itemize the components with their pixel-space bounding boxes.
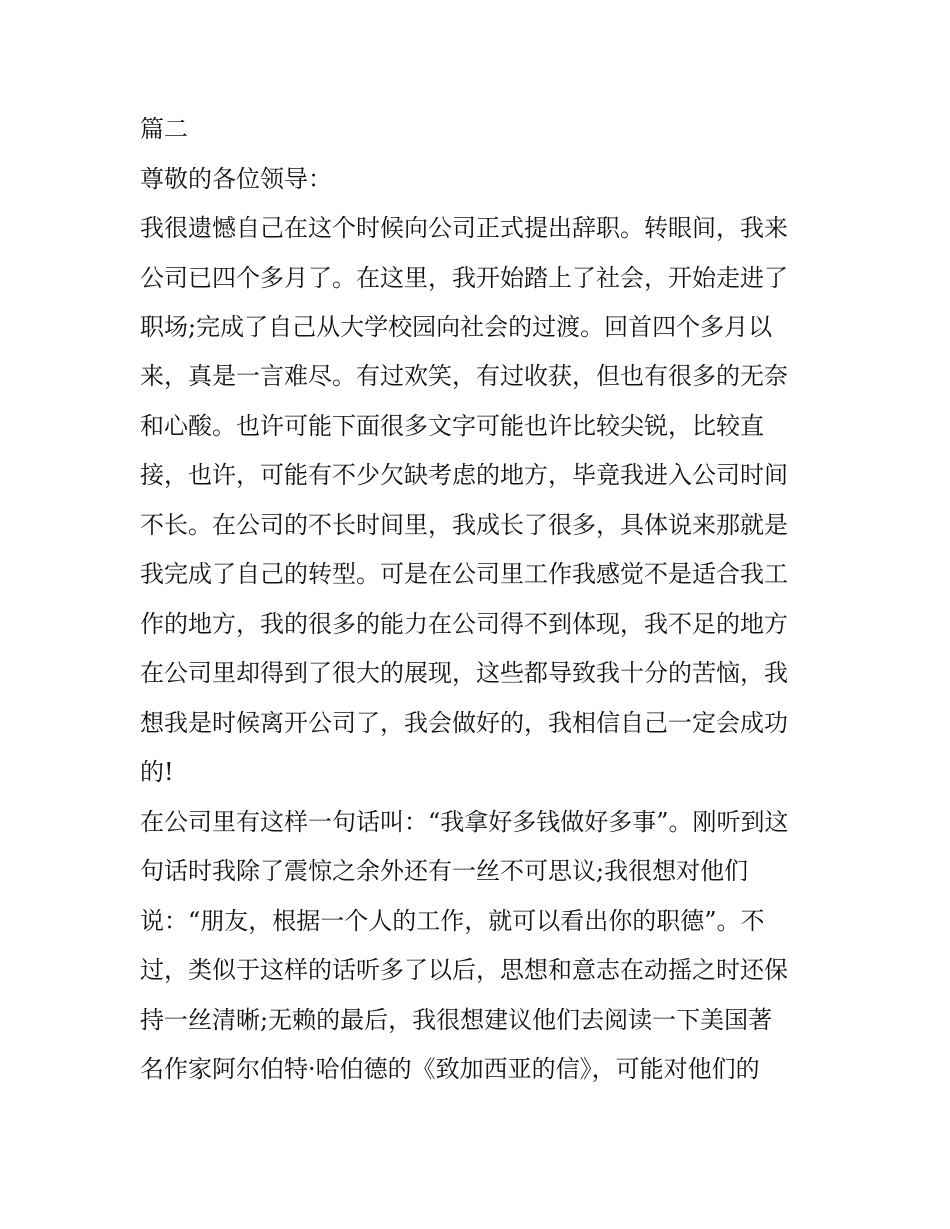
- body-line: 句话时我除了震惊之余外还有一丝不可思议;我很想对他们: [140, 857, 749, 885]
- body-line: 想我是时候离开公司了，我会做好的，我相信自己一定会成功: [140, 709, 788, 737]
- salutation: 尊敬的各位领导：: [140, 165, 332, 193]
- body-line: 的!: [140, 758, 174, 786]
- body-line: 来，真是一言难尽。有过欢笑，有过收获，但也有很多的无奈: [140, 362, 788, 390]
- body-line: 不长。在公司的不长时间里，我成长了很多，具体说来那就是: [140, 511, 788, 539]
- body-line: 公司已四个多月了。在这里，我开始踏上了社会，开始走进了: [140, 264, 788, 292]
- body-line: 在公司里却得到了很大的展现，这些都导致我十分的苦恼，我: [140, 659, 788, 687]
- body-line: 和心酸。也许可能下面很多文字可能也许比较尖锐，比较直: [140, 412, 764, 440]
- body-line: 名作家阿尔伯特·哈伯德的《致加西亚的信》，可能对他们的: [140, 1055, 760, 1083]
- body-line: 持一丝清晰;无赖的最后，我很想建议他们去阅读一下美国著: [140, 1006, 773, 1034]
- body-line: 过，类似于这样的话听多了以后，思想和意志在动摇之时还保: [140, 956, 788, 984]
- section-heading: 篇二: [140, 115, 188, 143]
- body-line: 在公司里有这样一句话叫：“我拿好多钱做好多事”。刚听到这: [140, 808, 789, 836]
- body-line: 职场;完成了自己从大学校园向社会的过渡。回首四个多月以: [140, 313, 773, 341]
- body-line: 作的地方，我的很多的能力在公司得不到体现，我不足的地方: [140, 610, 788, 638]
- body-line: 我完成了自己的转型。可是在公司里工作我感觉不是适合我工: [140, 560, 788, 588]
- body-line: 说：“朋友，根据一个人的工作，就可以看出你的职德”。不: [140, 907, 765, 935]
- body-line: 我很遗憾自己在这个时候向公司正式提出辞职。转眼间，我来: [140, 214, 788, 242]
- body-line: 接，也许，可能有不少欠缺考虑的地方，毕竟我进入公司时间: [140, 461, 788, 489]
